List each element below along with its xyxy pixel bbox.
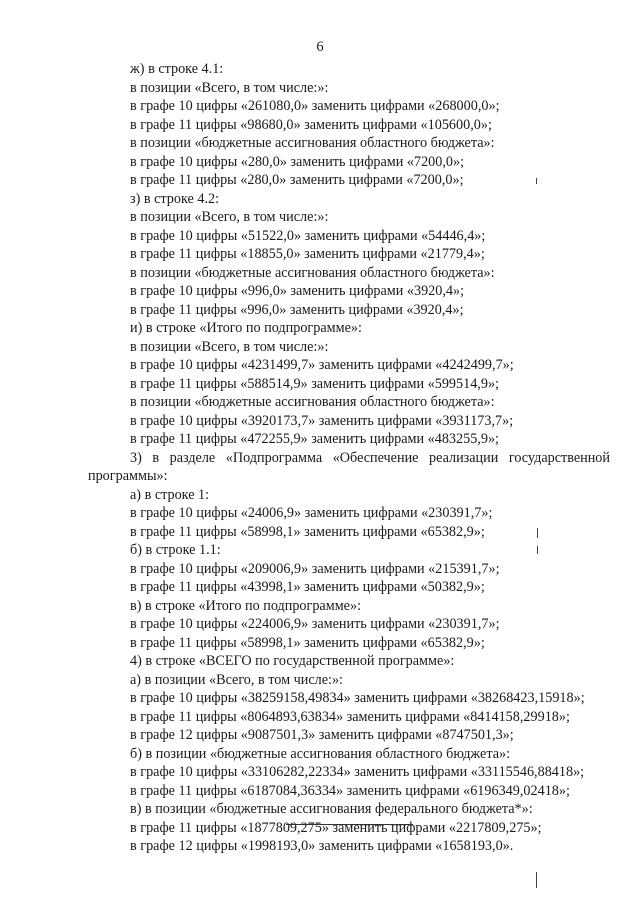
section-heading-continuation: программы»: <box>88 468 168 484</box>
text-line: в графе 11 цифры «98680,0» заменить цифрами «105600,0»; <box>130 116 492 133</box>
text-line: б) в строке 1.1: <box>130 542 221 558</box>
text-line: в графе 12 цифры «1998193,0» заменить цифрами «1658193,0». <box>130 838 514 854</box>
text-line: в графе 12 цифры «9087501,3» заменить цифрами «8747501,3»; <box>130 727 514 743</box>
text-line: б) в позиции «бюджетные ассигнования областного бюджета»: <box>130 745 511 762</box>
text-line: в графе 11 цифры «58998,1» заменить цифрами «65382,9»; <box>130 634 485 651</box>
text-line: а) в строке 1: <box>130 486 210 503</box>
text-line: в графе 10 цифры «33106282,22334» заменить цифрами «33115546,88418»; <box>130 764 585 780</box>
text-line: в графе 11 цифры «6187084,36334» заменить цифрами «6196349,02418»; <box>130 782 570 799</box>
text-line: в графе 11 цифры «280,0» заменить цифрами «7200,0»; <box>130 172 464 188</box>
text-line: в графе 11 цифры «472255,9» заменить цифрами «483255,9»; <box>130 431 499 447</box>
text-line: 4) в строке «ВСЕГО по государственной программе»: <box>130 653 455 669</box>
text-line: ж) в строке 4.1: <box>130 61 224 77</box>
text-line: в графе 10 цифры «224006,9» заменить цифрами «230391,7»; <box>130 616 500 632</box>
text-line: в) в позиции «бюджетные ассигнования федерального бюджета*»: <box>130 801 533 817</box>
text-line: в графе 11 цифры «58998,1» заменить цифрами «65382,9»; <box>130 523 485 540</box>
text-line: в графе 11 цифры «8064893,63834» заменить цифрами «8414158,29918»; <box>130 708 570 725</box>
text-line: в графе 11 цифры «996,0» заменить цифрами «3920,4»; <box>130 301 464 318</box>
page-number: 6 <box>316 39 324 55</box>
text-line: в) в строке «Итого по подпрограмме»: <box>130 597 362 614</box>
text-line: в графе 10 цифры «4231499,7» заменить цифрами «4242499,7»; <box>130 357 514 373</box>
text-line: в позиции «Всего, в том числе:»: <box>130 79 329 96</box>
scan-artifact-mark <box>537 528 538 538</box>
text-line: а) в позиции «Всего, в том числе:»: <box>130 671 343 688</box>
text-line: в графе 10 цифры «996,0» заменить цифрами «3920,4»; <box>130 283 465 299</box>
text-line: в позиции «Всего, в том числе:»: <box>130 209 329 225</box>
text-line: в позиции «бюджетные ассигнования областного бюджета»: <box>130 135 495 151</box>
scan-artifact-mark <box>536 872 537 888</box>
text-line: в графе 10 цифры «24006,9» заменить цифрами «230391,7»; <box>130 505 493 521</box>
text-line: и) в строке «Итого по подпрограмме»: <box>130 320 362 336</box>
text-line: в позиции «Всего, в том числе:»: <box>130 338 329 355</box>
text-line: в графе 10 цифры «38259158,49834» заменить цифрами «38268423,15918»; <box>130 690 585 706</box>
text-line: в графе 10 цифры «280,0» заменить цифрами «7200,0»; <box>130 153 465 170</box>
text-line: в графе 10 цифры «51522,0» заменить цифрами «54446,4»; <box>130 227 486 244</box>
text-line: в графе 10 цифры «209006,9» заменить цифрами «215391,7»; <box>130 560 500 577</box>
text-line: з) в строке 4.2: <box>130 190 220 207</box>
text-line: в позиции «бюджетные ассигнования областного бюджета»: <box>130 394 495 410</box>
text-line: в графе 10 цифры «3920173,7» заменить цифрами «3931173,7»; <box>130 412 514 429</box>
end-of-text-rule <box>286 824 413 825</box>
text-line: в графе 11 цифры «43998,1» заменить цифрами «50382,9»; <box>130 579 485 595</box>
text-line: в графе 10 цифры «261080,0» заменить цифрами «268000,0»; <box>130 98 500 114</box>
text-line: в графе 11 цифры «18855,0» заменить цифрами «21779,4»; <box>130 246 485 262</box>
scan-artifact-mark <box>537 546 538 554</box>
text-line: в графе 11 цифры «588514,9» заменить цифрами «599514,9»; <box>130 375 499 392</box>
scan-artifact-mark <box>536 178 537 184</box>
text-line: в позиции «бюджетные ассигнования областного бюджета»: <box>130 264 495 281</box>
document-body <box>0 60 640 856</box>
section-heading-line: 3) в разделе «Подпрограмма «Обеспечение реализации государственной <box>130 449 610 466</box>
text-line: в графе 11 цифры «1877809,275» заменить цифрами «2217809,275»; <box>130 819 542 836</box>
